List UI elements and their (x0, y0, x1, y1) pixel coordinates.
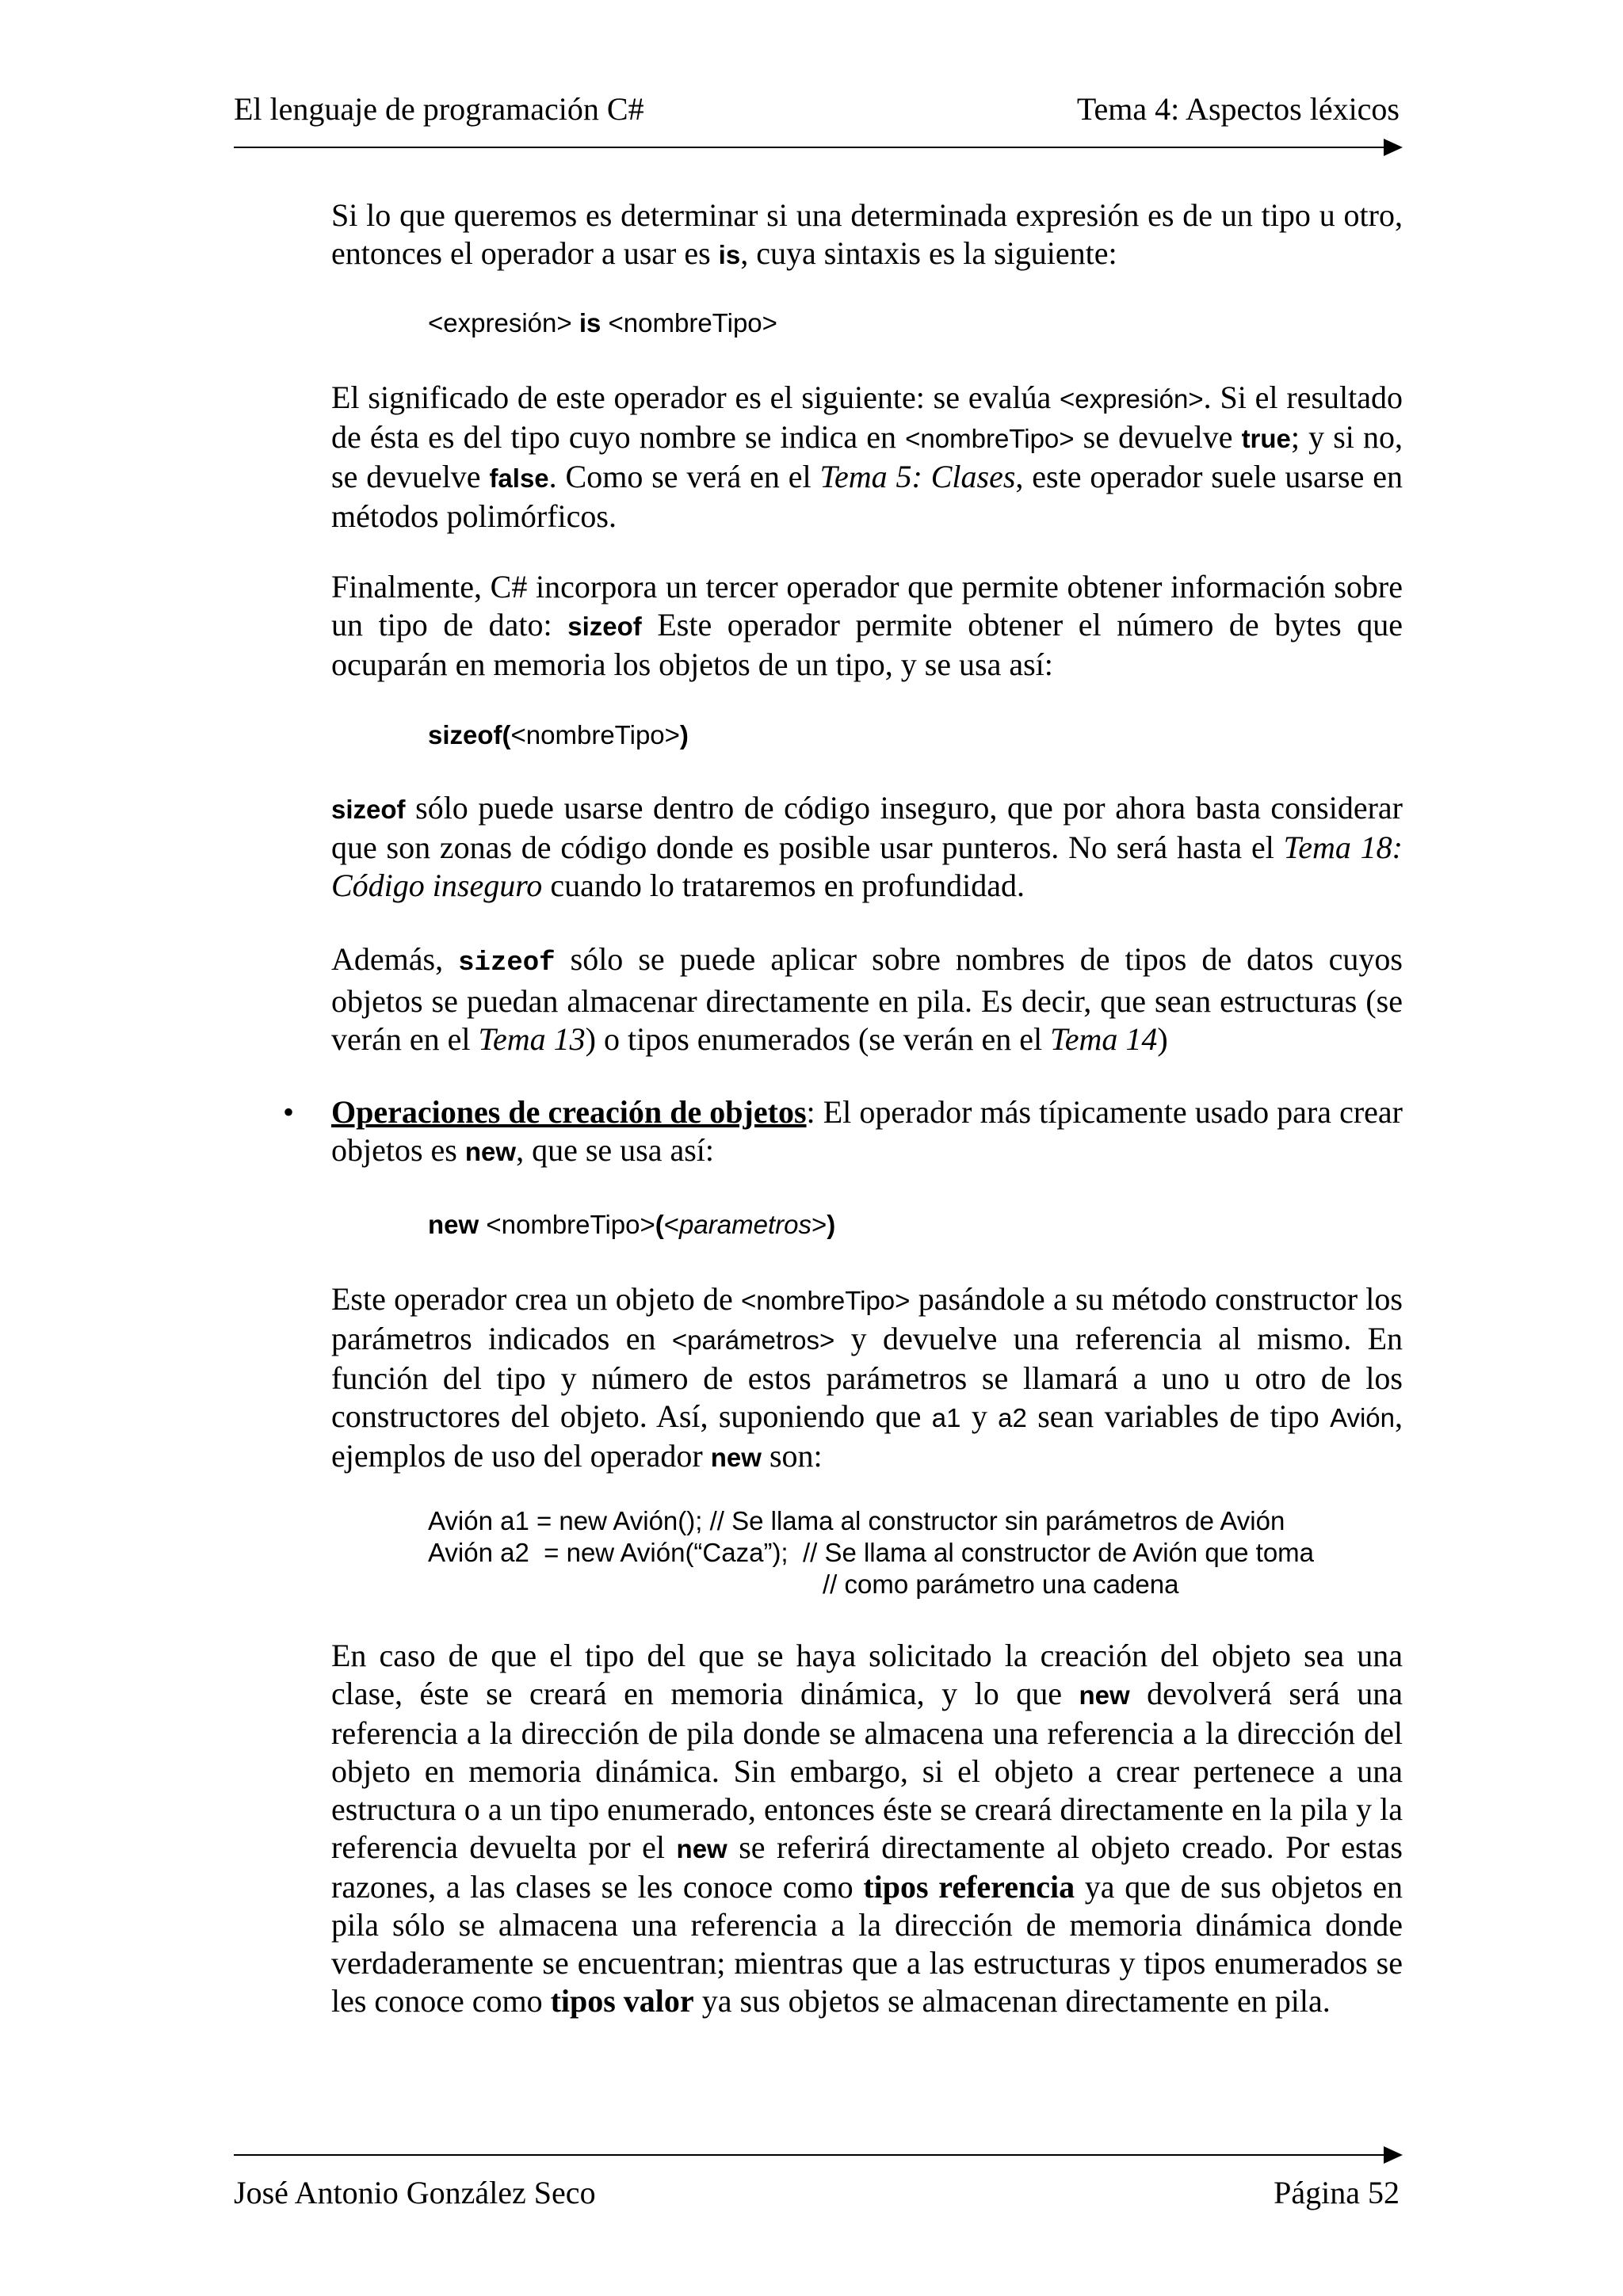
code-keyword: ) (679, 720, 689, 749)
code-sizeof-syntax (428, 719, 689, 751)
text: En caso de que el tipo del que se haya solicitado la creación del objeto sea una clase, éste se creará en memoria dinámica, y lo que (331, 1638, 1403, 1711)
paragraph-sizeof-stack (331, 940, 1403, 1058)
paragraph-sizeof-intro (331, 568, 1403, 684)
keyword-is: is (718, 240, 741, 269)
reference-italic: Tema 14 (1050, 1021, 1158, 1057)
keyword-sizeof: sizeof (567, 612, 642, 641)
text: , que se usa así: (516, 1132, 715, 1168)
text: y (960, 1398, 999, 1434)
footer-rule (234, 2154, 1384, 2156)
footer-page-number: Página 52 (1274, 2175, 1400, 2210)
keyword-new: new (710, 1443, 762, 1472)
paragraph-new-intro (331, 1093, 1403, 1171)
text: cuando lo trataremos en profundidad. (542, 868, 1025, 903)
paragraph-memory-types (331, 1637, 1403, 2020)
code-inline: a2 (998, 1403, 1027, 1432)
code-example-line-1: Avión a1 = new Avión(); // Se llama al constructor sin parámetros de Avión (428, 1506, 1285, 1535)
paragraph-sizeof-unsafe (331, 789, 1403, 905)
text: , ejemplos de uso del operador (331, 1398, 1403, 1474)
term-bold: tipos referencia (863, 1869, 1075, 1905)
text: ya que de sus objetos en pila sólo se almacena una referencia a la dirección de memoria dinámica donde verdaderamente se encuentran; mientras que a las estructuras y tipos enumerados se les conoce como (331, 1869, 1403, 2019)
text: Este operador crea un objeto de (331, 1281, 742, 1317)
text: se referirá directamente al objeto creado. Por estas razones, a las clases se les conoce como (331, 1829, 1403, 1905)
text: sean variables de tipo (1026, 1398, 1331, 1434)
code-inline: Avión (1330, 1403, 1396, 1432)
code-inline: <parámetros> (671, 1325, 835, 1355)
code-text: < (663, 1210, 680, 1239)
code-text: > (811, 1210, 827, 1239)
text: y devuelve una referencia al mismo. En función del tipo y número de estos parámetros se llamará a uno u otro de los constructores del objeto. Así, suponiendo que (331, 1321, 1403, 1434)
header-rule (234, 147, 1384, 148)
reference-italic: Tema 5: Clases (819, 459, 1016, 494)
code-example-line-3: // como parámetro una cadena (823, 1569, 1179, 1599)
keyword-new: new (676, 1834, 727, 1863)
text: pasándole a su método constructor los parámetros indicados en (331, 1281, 1403, 1356)
text: , este operador suele usarse en métodos polimórficos. (331, 459, 1403, 534)
paragraph-is-intro (331, 196, 1403, 274)
code-text: <nombreTipo> (479, 1210, 655, 1239)
code-text: <nombreTipo> (601, 308, 777, 338)
text: : El operador más típicamente usado para crear objetos es (331, 1094, 1403, 1168)
text: devolverá será una referencia a la dirección de pila donde se almacena una referencia a la dirección del objeto en memoria dinámica. Sin embargo, si el objeto a crear pertenece a una estructura o a un tipo enumerado, entonces éste se creará directamente en la pila y la referencia devuelta por el (331, 1676, 1403, 1865)
text: Finalmente, C# incorpora un tercer operador que permite obtener información sobre un tipo de dato: (331, 569, 1403, 643)
keyword-new: new (1079, 1680, 1130, 1710)
paragraph-new-meaning (331, 1280, 1403, 1477)
text: ) (1157, 1021, 1168, 1057)
text: Si lo que queremos es determinar si una determinada expresión es de un tipo u otro, entonces el operador a usar es (331, 197, 1403, 271)
text: ) o tipos enumerados (se verán en el (585, 1021, 1051, 1057)
code-inline: <expresión> (1060, 384, 1204, 414)
text: , cuya sintaxis es la siguiente: (740, 235, 1117, 271)
text: . Si el resultado de ésta es del tipo cuyo nombre se indica en (331, 379, 1403, 455)
footer-author: José Antonio González Seco (234, 2175, 596, 2210)
code-keyword: is (579, 308, 601, 338)
text: . Como se verá en el (548, 459, 820, 494)
code-keyword: new (428, 1210, 479, 1239)
text: son: (761, 1438, 823, 1474)
text: ya sus objetos se almacenan directamente en pila. (693, 1983, 1331, 2019)
code-text: <nombreTipo> (510, 720, 680, 749)
text: se devuelve (1074, 419, 1242, 455)
reference-italic: Tema 18: Código inseguro (331, 830, 1403, 903)
keyword-false: false (489, 463, 549, 493)
text: El significado de este operador es el siguiente: se evalúa (331, 379, 1060, 415)
footer-arrow-icon (1384, 2146, 1403, 2164)
keyword-new: new (464, 1137, 517, 1166)
header-title: El lenguaje de programación C# (234, 91, 644, 127)
code-inline: <nombreTipo> (905, 424, 1075, 453)
text: sólo puede usarse dentro de código inseguro, que por ahora basta considerar que son zonas de código donde es posible usar punteros. No será hasta el (331, 790, 1403, 865)
reference-italic: Tema 13 (478, 1021, 586, 1057)
code-inline: <nombreTipo> (741, 1286, 911, 1315)
header-arrow-icon (1384, 139, 1403, 156)
bullet-icon: • (283, 1094, 295, 1130)
code-inline: a1 (931, 1403, 961, 1432)
code-is-syntax (428, 307, 777, 339)
code-example-line-2: Avión a2 = new Avión(“Caza”); // Se llama al constructor de Avión que toma (428, 1538, 1315, 1567)
text: Además, (331, 941, 459, 977)
bullet-heading: Operaciones de creación de objetos (331, 1094, 807, 1130)
term-bold: tipos valor (550, 1983, 694, 2019)
code-keyword: ) (827, 1210, 836, 1239)
code-new-syntax (428, 1209, 835, 1241)
text: Este operador permite obtener el número de bytes que ocuparán en memoria los objetos de un tipo, y se usa así: (331, 607, 1403, 682)
code-param: parametros (679, 1210, 812, 1239)
code-text: <expresión> (428, 308, 579, 338)
keyword-sizeof: sizeof (331, 795, 406, 824)
text: ; y si no, se devuelve (331, 419, 1403, 494)
code-keyword: sizeof( (428, 720, 511, 749)
paragraph-is-meaning (331, 379, 1403, 536)
keyword-sizeof-mono: sizeof (458, 948, 556, 978)
header-section: Tema 4: Aspectos léxicos (1076, 91, 1400, 127)
code-keyword: ( (655, 1210, 664, 1239)
text: sólo se puede aplicar sobre nombres de tipos de datos cuyos objetos se puedan almacenar directamente en pila. Es decir, que sean estructuras (se verán en el (331, 941, 1403, 1057)
keyword-true: true (1241, 424, 1291, 453)
